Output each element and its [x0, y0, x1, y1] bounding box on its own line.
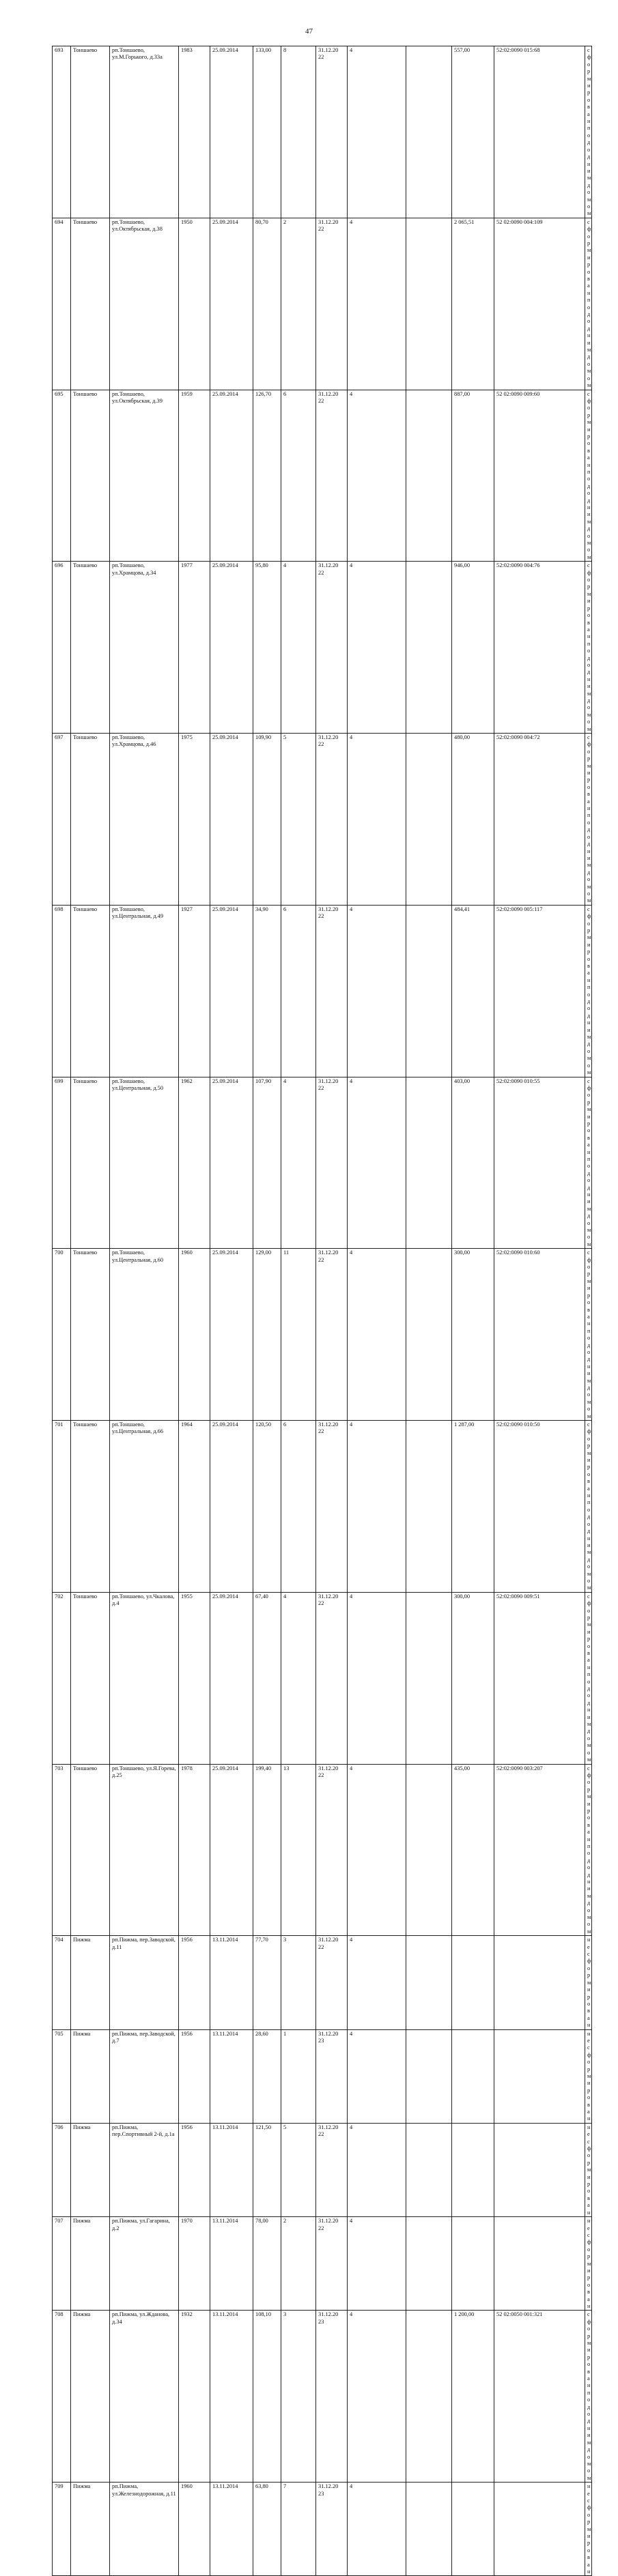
cell-col-f: 4	[348, 1421, 406, 1593]
cell-deadline: 31.12.20 22	[316, 1592, 348, 1764]
cell-area: 63,80	[253, 2483, 281, 2576]
cell-cadastral	[494, 2123, 585, 2216]
cell-cost: 2 065,51	[452, 218, 494, 390]
cell-cadastral: 52:02:0090 003:207	[494, 1764, 585, 1936]
cell-status: сформирован под одним домом	[585, 1077, 592, 1249]
cell-number: 706	[53, 2123, 71, 2216]
cell-col-g	[406, 2123, 452, 2216]
table-row	[53, 1936, 592, 2029]
cell-settlement: Тоншаево	[71, 390, 110, 562]
cell-col-f: 4	[348, 734, 406, 906]
cell-address: рп.Пижма, ул.Железнодорожная, д.11	[110, 2483, 179, 2576]
cell-cadastral: 52:02:0090 004:76	[494, 562, 585, 734]
cell-year: 1960	[179, 1249, 210, 1421]
cell-deadline: 31.12.20 22	[316, 1421, 348, 1593]
cell-deadline: 31.12.20 22	[316, 1077, 348, 1249]
cell-settlement: Тоншаево	[71, 218, 110, 390]
cell-date: 25.09.2014	[210, 218, 253, 390]
cell-settlement: Тоншаево	[71, 1764, 110, 1936]
cell-residents: 6	[281, 390, 316, 562]
cell-year: 1956	[179, 1936, 210, 2029]
cell-col-f: 4	[348, 2029, 406, 2123]
table-row	[53, 218, 592, 390]
cell-area: 133,00	[253, 46, 281, 218]
cell-address: рп.Тоншаево, ул.Я.Горева, д.25	[110, 1764, 179, 1936]
cell-status: не сформирован	[585, 2217, 592, 2311]
cell-cadastral: 52 02:0050 001:321	[494, 2311, 585, 2483]
cell-area: 95,80	[253, 562, 281, 734]
cell-col-f: 4	[348, 905, 406, 1077]
cell-number: 698	[53, 905, 71, 1077]
table-row	[53, 2123, 592, 2216]
cell-residents: 6	[281, 1421, 316, 1593]
cell-col-f: 4	[348, 1936, 406, 2029]
cell-area: 34,90	[253, 905, 281, 1077]
cell-deadline: 31.12.20 22	[316, 1249, 348, 1421]
cell-area: 126,70	[253, 390, 281, 562]
cell-date: 25.09.2014	[210, 1764, 253, 1936]
cell-cost: 887,00	[452, 390, 494, 562]
cell-area: 78,00	[253, 2217, 281, 2311]
cell-address: рп.Тоншаево, ул.Чкалова, д.4	[110, 1592, 179, 1764]
cell-col-g	[406, 562, 452, 734]
cell-year: 1927	[179, 905, 210, 1077]
cell-status: не сформирован	[585, 2029, 592, 2123]
cell-deadline: 31.12.20 22	[316, 905, 348, 1077]
cell-year: 1960	[179, 2483, 210, 2576]
cell-date: 25.09.2014	[210, 734, 253, 906]
cell-cost: 557,00	[452, 46, 494, 218]
cell-residents: 1	[281, 2029, 316, 2123]
cell-area: 107,90	[253, 1077, 281, 1249]
cell-year: 1955	[179, 1592, 210, 1764]
cell-col-f: 4	[348, 562, 406, 734]
cell-area: 80,70	[253, 218, 281, 390]
cell-address: рп.Пижма, пер.Заводской, д.7	[110, 2029, 179, 2123]
cell-year: 1964	[179, 1421, 210, 1593]
cell-number: 705	[53, 2029, 71, 2123]
cell-col-f: 4	[348, 2123, 406, 2216]
cell-cost: 300,00	[452, 1249, 494, 1421]
cell-residents: 11	[281, 1249, 316, 1421]
cell-settlement: Тоншаево	[71, 905, 110, 1077]
cell-area: 129,00	[253, 1249, 281, 1421]
cell-address: рп.Тоншаево, ул.Центральная, д.66	[110, 1421, 179, 1593]
cell-date: 13.11.2014	[210, 2483, 253, 2576]
cell-col-f: 4	[348, 2217, 406, 2311]
cell-col-f: 4	[348, 1592, 406, 1764]
cell-settlement: Пижма	[71, 1936, 110, 2029]
cell-year: 1977	[179, 562, 210, 734]
table-row	[53, 46, 592, 218]
cell-col-g	[406, 390, 452, 562]
cell-cost	[452, 2217, 494, 2311]
cell-date: 25.09.2014	[210, 1421, 253, 1593]
table-row	[53, 1764, 592, 1936]
cell-settlement: Тоншаево	[71, 46, 110, 218]
cell-number: 709	[53, 2483, 71, 2576]
cell-status: не сформирован	[585, 1936, 592, 2029]
cell-number: 700	[53, 1249, 71, 1421]
cell-settlement: Пижма	[71, 2311, 110, 2483]
cell-status: сформирован под одним домом	[585, 1421, 592, 1593]
cell-settlement: Тоншаево	[71, 734, 110, 906]
cell-date: 25.09.2014	[210, 905, 253, 1077]
cell-residents: 4	[281, 1077, 316, 1249]
cell-col-f: 4	[348, 2483, 406, 2576]
cell-address: рп.Пижма, ул.Жданова, д.34	[110, 2311, 179, 2483]
cell-address: рп.Пижма, пер.Спортивный 2-й, д.1а	[110, 2123, 179, 2216]
cell-settlement: Тоншаево	[71, 1249, 110, 1421]
cell-deadline: 31.12.20 22	[316, 2123, 348, 2216]
cell-number: 694	[53, 218, 71, 390]
cell-cadastral: 52:02:0090 010:50	[494, 1421, 585, 1593]
cell-deadline: 31.12.20 23	[316, 2029, 348, 2123]
cell-deadline: 31.12.20 22	[316, 1764, 348, 1936]
cell-cadastral	[494, 2217, 585, 2311]
cell-address: рп.Тоншаево, ул.Храмцова, д.46	[110, 734, 179, 906]
table-body	[53, 46, 592, 2576]
cell-number: 699	[53, 1077, 71, 1249]
cell-deadline: 31.12.20 22	[316, 1936, 348, 2029]
cell-cost: 300,00	[452, 1592, 494, 1764]
cell-deadline: 31.12.20 22	[316, 734, 348, 906]
cell-number: 701	[53, 1421, 71, 1593]
cell-area: 108,10	[253, 2311, 281, 2483]
cell-address: рп.Тоншаево, ул.М.Горького, д.33а	[110, 46, 179, 218]
cell-residents: 13	[281, 1764, 316, 1936]
cell-residents: 2	[281, 2217, 316, 2311]
table-row	[53, 1249, 592, 1421]
cell-settlement: Пижма	[71, 2029, 110, 2123]
cell-cost: 1 200,00	[452, 2311, 494, 2483]
cell-residents: 6	[281, 905, 316, 1077]
cell-address: рп.Тоншаево, ул.Центральная, д.50	[110, 1077, 179, 1249]
cell-status: сформирован под одним домом	[585, 1592, 592, 1764]
cell-col-f: 4	[348, 1077, 406, 1249]
cell-deadline: 31.12.20 22	[316, 562, 348, 734]
cell-cadastral: 52:02:0090 005:117	[494, 905, 585, 1077]
cell-address: рп.Тоншаево, ул.Октябрьская, д.39	[110, 390, 179, 562]
cell-cadastral	[494, 1936, 585, 2029]
cell-number: 707	[53, 2217, 71, 2311]
cell-cadastral: 52 02:0090 004:109	[494, 218, 585, 390]
cell-cadastral: 52:02:0090 010:60	[494, 1249, 585, 1421]
cell-date: 25.09.2014	[210, 1077, 253, 1249]
cell-status: сформирован под одним домом	[585, 1249, 592, 1421]
cell-status: не сформирован	[585, 2123, 592, 2216]
cell-date: 25.09.2014	[210, 46, 253, 218]
cell-col-f: 4	[348, 1764, 406, 1936]
cell-cadastral: 52:02:0090 009:51	[494, 1592, 585, 1764]
cell-col-g	[406, 46, 452, 218]
cell-col-g	[406, 1077, 452, 1249]
cell-date: 13.11.2014	[210, 2029, 253, 2123]
cell-col-g	[406, 1249, 452, 1421]
cell-status: сформирован под одним домом	[585, 905, 592, 1077]
cell-residents: 5	[281, 2123, 316, 2216]
cell-address: рп.Пижма, ул.Гагарина, д.2	[110, 2217, 179, 2311]
cell-cost: 403,00	[452, 1077, 494, 1249]
cell-status: не сформирован	[585, 2483, 592, 2576]
cell-area: 199,40	[253, 1764, 281, 1936]
cell-deadline: 31.12.20 22	[316, 218, 348, 390]
cell-residents: 7	[281, 2483, 316, 2576]
cell-year: 1932	[179, 2311, 210, 2483]
cell-deadline: 31.12.20 23	[316, 2483, 348, 2576]
cell-year: 1962	[179, 1077, 210, 1249]
cell-area: 28,60	[253, 2029, 281, 2123]
cell-date: 13.11.2014	[210, 1936, 253, 2029]
cell-deadline: 31.12.20 23	[316, 2311, 348, 2483]
cell-number: 697	[53, 734, 71, 906]
cell-date: 25.09.2014	[210, 1592, 253, 1764]
cell-residents: 2	[281, 218, 316, 390]
table-row	[53, 562, 592, 734]
cell-area: 121,50	[253, 2123, 281, 2216]
cell-area: 67,40	[253, 1592, 281, 1764]
table-row	[53, 1421, 592, 1593]
cell-status: сформирован под одним домом	[585, 218, 592, 390]
cell-year: 1975	[179, 734, 210, 906]
cell-settlement: Пижма	[71, 2217, 110, 2311]
cell-area: 109,90	[253, 734, 281, 906]
cell-year: 1978	[179, 1764, 210, 1936]
cell-status: сформирован под одним домом	[585, 734, 592, 906]
cell-year: 1950	[179, 218, 210, 390]
cell-settlement: Пижма	[71, 2483, 110, 2576]
cell-col-g	[406, 1421, 452, 1593]
cell-number: 696	[53, 562, 71, 734]
cell-year: 1956	[179, 2029, 210, 2123]
cell-status: сформирован под одним домом	[585, 562, 592, 734]
cell-col-g	[406, 905, 452, 1077]
table-row	[53, 2311, 592, 2483]
cell-col-g	[406, 1764, 452, 1936]
cell-status: сформирован под одним домом	[585, 46, 592, 218]
cell-cadastral: 52 02:0090 009:60	[494, 390, 585, 562]
table-row	[53, 1077, 592, 1249]
cell-cost	[452, 2123, 494, 2216]
cell-address: рп.Тоншаево, ул.Октябрьская, д.38	[110, 218, 179, 390]
cell-status: сформирован под одним домом	[585, 1764, 592, 1936]
cell-address: рп.Тоншаево, ул.Центральная, д.49	[110, 905, 179, 1077]
cell-cadastral: 52:02:0090 004:72	[494, 734, 585, 906]
cell-cadastral	[494, 2029, 585, 2123]
cell-number: 704	[53, 1936, 71, 2029]
cell-number: 703	[53, 1764, 71, 1936]
cell-settlement: Тоншаево	[71, 1592, 110, 1764]
cell-col-f: 4	[348, 46, 406, 218]
table-row	[53, 390, 592, 562]
cell-date: 25.09.2014	[210, 562, 253, 734]
table-row	[53, 2029, 592, 2123]
cell-status: сформирован под одним домом	[585, 390, 592, 562]
cell-status: сформирован под одним домом	[585, 2311, 592, 2483]
cell-address: рп.Пижма, пер.Заводской, д.11	[110, 1936, 179, 2029]
cell-col-g	[406, 2483, 452, 2576]
table-row	[53, 1592, 592, 1764]
table-row	[53, 2217, 592, 2311]
cell-settlement: Тоншаево	[71, 1077, 110, 1249]
table-row	[53, 2483, 592, 2576]
cell-cadastral: 52:02:0090 015:68	[494, 46, 585, 218]
cell-area: 77,70	[253, 1936, 281, 2029]
cell-deadline: 31.12.20 22	[316, 46, 348, 218]
cell-cadastral: 52:02:0090 010:55	[494, 1077, 585, 1249]
cell-settlement: Пижма	[71, 2123, 110, 2216]
cell-deadline: 31.12.20 22	[316, 390, 348, 562]
cell-col-f: 4	[348, 218, 406, 390]
cell-residents: 8	[281, 46, 316, 218]
cell-number: 695	[53, 390, 71, 562]
cell-col-g	[406, 734, 452, 906]
cell-col-g	[406, 2217, 452, 2311]
cell-address: рп.Тоншаево, ул.Храмцова, д.34	[110, 562, 179, 734]
cell-number: 708	[53, 2311, 71, 2483]
page-number: 47	[305, 27, 313, 35]
cell-cadastral	[494, 2483, 585, 2576]
cell-settlement: Тоншаево	[71, 562, 110, 734]
cell-col-f: 4	[348, 1249, 406, 1421]
cell-address: рп.Тоншаево, ул.Центральная, д.60	[110, 1249, 179, 1421]
cell-date: 25.09.2014	[210, 1249, 253, 1421]
cell-cost: 946,00	[452, 562, 494, 734]
cell-cost: 435,00	[452, 1764, 494, 1936]
cell-number: 702	[53, 1592, 71, 1764]
cell-col-g	[406, 2311, 452, 2483]
cell-residents: 3	[281, 2311, 316, 2483]
table-row	[53, 905, 592, 1077]
cell-col-f: 4	[348, 2311, 406, 2483]
cell-cost: 480,00	[452, 734, 494, 906]
cell-year: 1959	[179, 390, 210, 562]
cell-date: 13.11.2014	[210, 2311, 253, 2483]
cell-date: 13.11.2014	[210, 2123, 253, 2216]
cell-settlement: Тоншаево	[71, 1421, 110, 1593]
housing-register-table	[52, 46, 592, 2576]
cell-area: 120,50	[253, 1421, 281, 1593]
cell-col-g	[406, 2029, 452, 2123]
cell-year: 1970	[179, 2217, 210, 2311]
cell-year: 1983	[179, 46, 210, 218]
cell-cost	[452, 1936, 494, 2029]
cell-deadline: 31.12.20 22	[316, 2217, 348, 2311]
cell-cost	[452, 2029, 494, 2123]
cell-residents: 4	[281, 562, 316, 734]
cell-residents: 4	[281, 1592, 316, 1764]
cell-cost: 1 287,00	[452, 1421, 494, 1593]
cell-residents: 3	[281, 1936, 316, 2029]
cell-residents: 5	[281, 734, 316, 906]
cell-col-f: 4	[348, 390, 406, 562]
cell-year: 1956	[179, 2123, 210, 2216]
cell-cost	[452, 2483, 494, 2576]
cell-col-g	[406, 1592, 452, 1764]
cell-col-g	[406, 1936, 452, 2029]
cell-cost: 484,41	[452, 905, 494, 1077]
cell-date: 25.09.2014	[210, 390, 253, 562]
table-row	[53, 734, 592, 906]
cell-col-g	[406, 218, 452, 390]
cell-number: 693	[53, 46, 71, 218]
cell-date: 13.11.2014	[210, 2217, 253, 2311]
